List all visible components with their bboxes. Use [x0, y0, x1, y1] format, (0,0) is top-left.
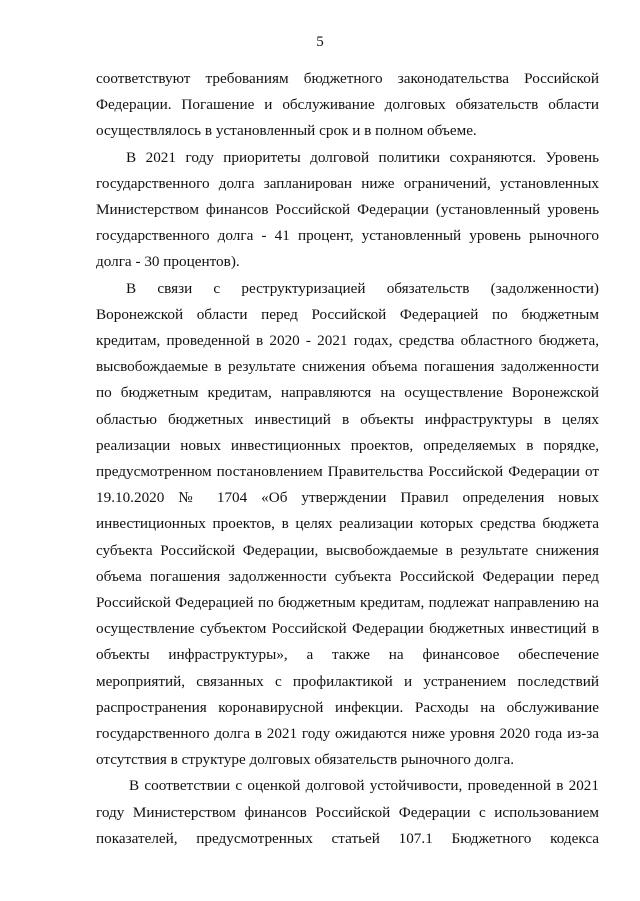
document-body	[96, 66, 599, 852]
paragraph-restructuring: В связи с реструктуризацией обязательств (задолженности) Воронежской области перед Российской Федерацией по бюджетным кредитам, проведенной в 2020 - 2021 годах, средства областного бюджета, высвобождаемые в результате снижения объема погашения задолженности по бюджетным кредитам, направляются на осуществление Воронежской областью бюджетных инвестиций в объекты инфраструктуры в целях реализации новых инвестиционных проектов, определяемых в порядке, предусмотренном постановлением Правительства Российской Федерации от 19.10.2020 № 1704 «Об утверждении Правил определения новых инвестиционных проектов, в целях реализации которых средства бюджета субъекта Российской Федерации, высвобождаемые в результате снижения объема погашения задолженности субъекта Российской Федерации перед Российской Федерацией по бюджетным кредитам, подлежат направлению на осуществление субъектом Российской Федерации бюджетных инвестиций в объекты инфраструктуры», а также на финансовое обеспечение мероприятий, связанных с профилактикой и устранением последствий распространения коронавирусной инфекции. Расходы на обслуживание государственного долга в 2021 году ожидаются ниже уровня 2020 года из-за отсутствия в структуре долговых обязательств рыночного долга.	[96, 279, 599, 769]
paragraph-debt-policy-2021: В 2021 году приоритеты долговой политики сохраняются. Уровень государственного долга запланирован ниже ограничений, установленных Министерством финансов Российской Федерации (установленный уровень государственного долга - 41 процент, установленный уровень рыночного долга - 30 процентов).	[96, 148, 599, 271]
paragraph-debt-sustainability: В соответствии с оценкой долговой устойчивости, проведенной в 2021 году Министерством финансов Российской Федерации с использованием показателей, предусмотренных статьей 107.1 Бюджетного кодекса	[96, 777, 599, 847]
page-number: 5	[316, 34, 324, 50]
paragraph-debt-compliance: соответствуют требованиям бюджетного законодательства Российской Федерации. Погашение и обслуживание долговых обязательств области осуществлялось в установленный срок и в полном объеме.	[96, 70, 599, 140]
